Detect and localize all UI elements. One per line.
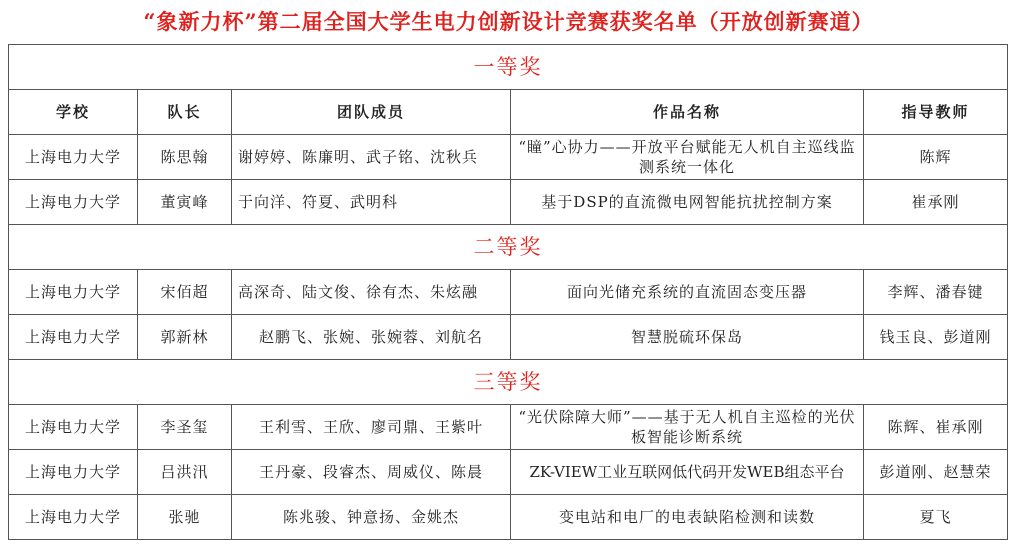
section-header-row xyxy=(9,45,1008,90)
table-row xyxy=(9,495,1008,540)
table-row xyxy=(9,270,1008,315)
header-members: 团队成员 xyxy=(232,90,511,135)
cell-captain: 郭新林 xyxy=(138,315,232,360)
cell-captain: 张驰 xyxy=(138,495,232,540)
page-title: “象新力杯”第二届全国大学生电力创新设计竞赛获奖名单（开放创新赛道） xyxy=(143,9,874,34)
table-row xyxy=(9,315,1008,360)
table-row xyxy=(9,450,1008,495)
cell-school: 上海电力大学 xyxy=(9,270,138,315)
cell-captain: 董寅峰 xyxy=(138,180,232,225)
cell-advisor: 陈辉、崔承刚 xyxy=(864,405,1008,450)
table-row xyxy=(9,135,1008,180)
cell-work: “光伏除障大师”——基于无人机自主巡检的光伏板智能诊断系统 xyxy=(511,405,864,450)
cell-advisor: 李辉、潘春键 xyxy=(864,270,1008,315)
table-header-row xyxy=(9,90,1008,135)
cell-members: 高深奇、陆文俊、徐有杰、朱炫融 xyxy=(232,270,511,315)
cell-advisor: 崔承刚 xyxy=(864,180,1008,225)
cell-school: 上海电力大学 xyxy=(9,450,138,495)
cell-members: 谢婷婷、陈廉明、武子铭、沈秋兵 xyxy=(232,135,511,180)
cell-work: “瞳”心协力——开放平台赋能无人机自主巡线监测系统一体化 xyxy=(511,135,864,180)
cell-members: 赵鹏飞、张婉、张婉蓉、刘航名 xyxy=(232,315,511,360)
section-title-third-prize: 三等奖 xyxy=(9,360,1008,405)
header-advisor: 指导教师 xyxy=(864,90,1008,135)
cell-members: 王利雪、王欣、廖司鼎、王紫叶 xyxy=(232,405,511,450)
cell-captain: 李圣玺 xyxy=(138,405,232,450)
cell-advisor: 陈辉 xyxy=(864,135,1008,180)
cell-school: 上海电力大学 xyxy=(9,180,138,225)
cell-work: 智慧脱硫环保岛 xyxy=(511,315,864,360)
cell-captain: 陈思翰 xyxy=(138,135,232,180)
section-header-row xyxy=(9,225,1008,270)
cell-captain: 宋佰超 xyxy=(138,270,232,315)
cell-work: 面向光储充系统的直流固态变压器 xyxy=(511,270,864,315)
cell-advisor: 钱玉良、彭道刚 xyxy=(864,315,1008,360)
cell-members: 王丹豪、段睿杰、周威仪、陈晨 xyxy=(232,450,511,495)
cell-captain: 吕洪汛 xyxy=(138,450,232,495)
section-title-first-prize: 一等奖 xyxy=(9,45,1008,90)
cell-school: 上海电力大学 xyxy=(9,135,138,180)
cell-members: 陈兆骏、钟意扬、金姚杰 xyxy=(232,495,511,540)
section-header-row xyxy=(9,360,1008,405)
header-work: 作品名称 xyxy=(511,90,864,135)
header-captain: 队长 xyxy=(138,90,232,135)
cell-advisor: 彭道刚、赵慧荣 xyxy=(864,450,1008,495)
cell-members: 于向洋、符夏、武明科 xyxy=(232,180,511,225)
cell-work: ZK-VIEW工业互联网低代码开发WEB组态平台 xyxy=(511,450,864,495)
cell-school: 上海电力大学 xyxy=(9,405,138,450)
header-school: 学校 xyxy=(9,90,138,135)
cell-advisor: 夏飞 xyxy=(864,495,1008,540)
table-row xyxy=(9,180,1008,225)
table-row xyxy=(9,405,1008,450)
cell-school: 上海电力大学 xyxy=(9,495,138,540)
award-table xyxy=(8,44,1008,540)
cell-work: 基于DSP的直流微电网智能抗扰控制方案 xyxy=(511,180,864,225)
cell-work: 变电站和电厂的电表缺陷检测和读数 xyxy=(511,495,864,540)
cell-school: 上海电力大学 xyxy=(9,315,138,360)
section-title-second-prize: 二等奖 xyxy=(9,225,1008,270)
